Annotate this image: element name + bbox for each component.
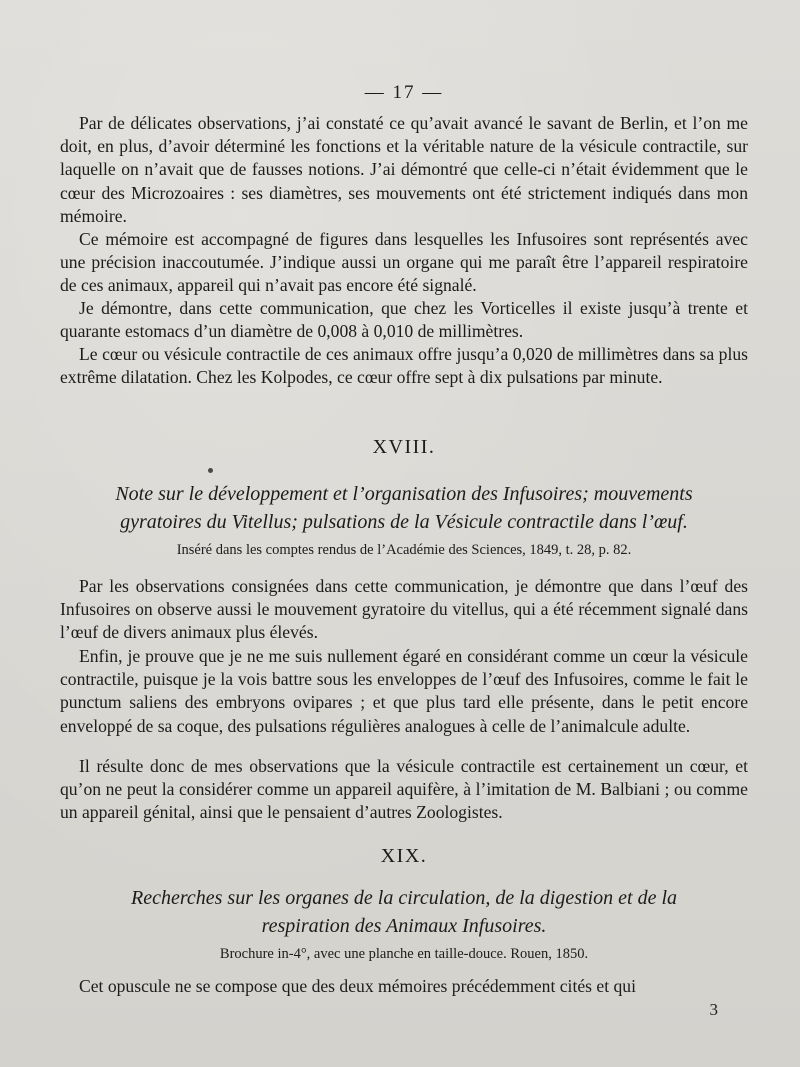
paragraph-enfin: Enfin, je prouve que je ne me suis nullement égaré en considérant comme un cœur la vésicule contractile, puisque je la vois battre sous les enveloppes de l’œuf des Infusoires, comme le fait le punctum saliens des embryons ovipares ; et que plus tard elle présente, dans le petit encore enveloppé de sa coque, des pulsations régulières analogues à celle de l’animalcule adulte. [60,646,748,736]
paragraph-opuscule: Cet opuscule ne se compose que des deux mémoires précédemment cités et qui [79,976,636,996]
paragraph-memoire-figures: Ce mémoire est accompagné de figures dans lesquelles les Infusoires sont représentés avec une précision inaccoutumée. J’indique aussi un organe qui me paraît être l’appareil respiratoire de ces animaux, appareil qui n’avait pas encore été signalé. [60,229,748,296]
paragraph-delicate-observations: Par de délicates observations, j’ai constaté ce qu’avait avancé le savant de Berlin, et l’on me doit, en plus, d’avoir déterminé les fonctions et la véritable nature de la vésicule contractile, sur laquelle on n’avait que de fausses notions. J’ai démontré que celle-ci n’était évidemment que le cœur des Microzoaires : ses diamètres, ses mouvements ont été strictement indiqués dans mon mémoire. [60,113,748,226]
section-source-xix: Brochure in-4°, avec une planche en taille-douce. Rouen, 1850. [219,946,589,962]
section-number-xviii: XVIII. [372,436,436,458]
section-title-xix: Recherches sur les organes de la circulation, de la digestion et de la respiration des Animaux Infusoires. [131,887,677,937]
paragraph-gyratoire: Par les observations consignées dans cette communication, je démontre que dans l’œuf des Infusoires on observe aussi le mouvement gyratoire du vitellus, qui a été récemment signalé dans l’œuf de divers animaux plus élevés. [60,576,748,643]
paragraph-vorticelles: Je démontre, dans cette communication, que chez les Vorticelles il existe jusqu’à trente et quarante estomacs d’un diamètre de 0,008 à 0,010 de millimètres. [60,298,748,342]
paragraph-coeur-vesicule: Le cœur ou vésicule contractile de ces animaux offre jusqu’a 0,020 de millimètres dans sa plus extrême dilatation. Chez les Kolpodes, ce cœur offre sept à dix pulsations par minute. [60,344,748,388]
paragraph-il-resulte: Il résulte donc de mes observations que la vésicule contractile est certainement un cœur, et qu’on ne peut la considérer comme un appareil aquifère, à l’imitation de M. Balbiani ; ou comme un appareil génital, ainsi que le pensaient d’autres Zoologistes. [60,756,748,823]
section-source-xviii: Inséré dans les comptes rendus de l’Académie des Sciences, 1849, t. 28, p. 82. [176,542,632,558]
sheet-signature: 3 [709,1000,718,1019]
section-number-xix: XIX. [380,845,428,867]
section-title-xviii: Note sur le développement et l’organisation des Infusoires; mouvements gyratoires du Vitellus; pulsations de la Vésicule contractile dans l’œuf. [115,483,693,533]
ink-speck [208,468,213,473]
page-number: — 17 — [364,82,444,103]
